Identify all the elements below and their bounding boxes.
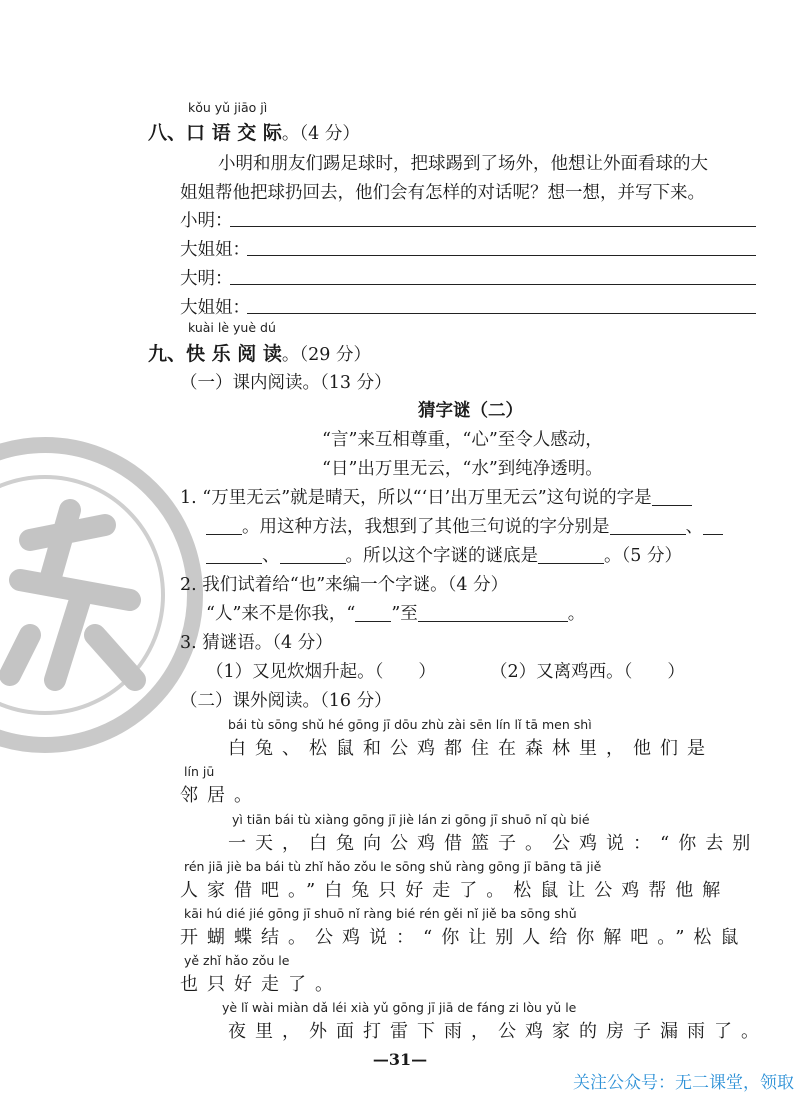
section9-number: 九、 — [148, 343, 187, 365]
q2-line2-text-b: ”至 — [391, 604, 418, 624]
speaker-label-dajiejie-1: 大姐姐： — [180, 240, 250, 260]
watermark-text: 关注公众号：无二课堂，领取 — [573, 1073, 794, 1093]
q1-blank-1b[interactable] — [206, 517, 242, 536]
q1-line3-text: 。所以这个字谜的谜底是 — [345, 546, 538, 566]
q1-line2-text: 。用这种方法，我想到了其他三句说的字分别是 — [242, 517, 610, 537]
section8-prompt-line1: 小明和朋友们踢足球时，把球踢到了场外，他想让外面看球的大 — [218, 154, 708, 174]
section9-title: 快 乐 阅 读 — [186, 343, 282, 365]
q1-blank-answer[interactable] — [538, 546, 604, 565]
answer-line-3[interactable] — [230, 284, 756, 285]
q1-line3-points: 。（5 分） — [604, 546, 682, 566]
answer-line-2[interactable] — [247, 255, 756, 256]
story-pinyin-4: rén jiā jiè ba bái tù zhǐ hǎo zǒu le sōng shǔ ràng gōng jī bāng tā jiě — [184, 859, 602, 874]
story-line-1: 白兔、松鼠和公鸡都住在森林里，他们是 — [228, 738, 714, 759]
q1-line1-text: 1. “万里无云”就是晴天，所以“‘日’出万里无云”这句说的字是 — [180, 488, 652, 508]
section8-title: 口 语 交 际 — [186, 122, 282, 144]
story-line-6: 也只好走了。 — [180, 974, 342, 995]
answer-line-4[interactable] — [247, 313, 756, 314]
q1-line2-sep: 、 — [685, 517, 703, 537]
riddle-title: 猜字谜（二） — [418, 401, 523, 421]
q1-blank-4[interactable] — [280, 546, 346, 565]
q1-line3 — [206, 542, 682, 567]
story-pinyin-3: yì tiān bái tù xiàng gōng jī jiè lán zi gōng jī shuō nǐ qù bié — [232, 812, 590, 827]
section8-points: 。（4 分） — [281, 124, 360, 144]
q2-line2 — [206, 600, 585, 625]
story-line-7: 夜里，外面打雷下雨，公鸡家的房子漏雨了。 — [228, 1021, 768, 1042]
section9-points: 。（29 分） — [281, 345, 371, 365]
speaker-label-daming: 大明： — [180, 269, 233, 289]
story-pinyin-1: bái tù sōng shǔ hé gōng jī dōu zhù zài sēn lín lǐ tā men shì — [228, 717, 592, 732]
q1-line3-sep: 、 — [262, 546, 280, 566]
section9-heading — [148, 339, 371, 366]
story-line-5: 开蝴蝶结。公鸡说：“你让别人给你解吧。”松鼠 — [180, 927, 748, 948]
q1-blank-2[interactable] — [610, 517, 686, 536]
riddle-line2: “日”出万里无云，“水”到纯净透明。 — [322, 459, 603, 479]
q1-line1 — [180, 484, 692, 509]
speaker-label-xiaoming: 小明： — [180, 211, 233, 231]
section8-heading — [148, 118, 360, 145]
story-pinyin-7: yè lǐ wài miàn dǎ léi xià yǔ gōng jī jiā de fáng zi lòu yǔ le — [222, 1000, 577, 1015]
riddle-line1: “言”来互相尊重，“心”至令人感动， — [322, 430, 603, 450]
section8-number: 八、 — [148, 122, 187, 144]
q1-blank-3a[interactable] — [703, 517, 723, 536]
seal-stamp-icon — [0, 430, 210, 760]
q2-blank-1[interactable] — [355, 604, 391, 623]
section9-pinyin: kuài lè yuè dú — [188, 320, 276, 335]
story-pinyin-5: kāi hú dié jié gōng jī shuō nǐ ràng bié rén gěi nǐ jiě ba sōng shǔ — [184, 906, 577, 921]
story-pinyin-6: yě zhǐ hǎo zǒu le — [184, 953, 290, 968]
story-pinyin-2: lín jū — [184, 764, 215, 779]
q3-option-b: （2）又离鸡西。（ ） — [490, 662, 685, 682]
answer-line-1[interactable] — [230, 226, 756, 227]
story-line-4: 人家借吧。”白兔只好走了。松鼠让公鸡帮他解 — [180, 880, 730, 901]
story-line-3: 一天，白兔向公鸡借篮子。公鸡说：“你去别 — [228, 833, 760, 854]
q3-line1: 3. 猜谜语。（4 分） — [180, 633, 333, 653]
q2-line2-text-c: 。 — [567, 604, 586, 624]
q2-line1: 2. 我们试着给“也”来编一个字谜。（4 分） — [180, 575, 509, 595]
q2-blank-2[interactable] — [418, 604, 568, 623]
q1-blank-1a[interactable] — [652, 488, 692, 507]
q1-blank-3b[interactable] — [206, 546, 262, 565]
speaker-label-dajiejie-2: 大姐姐： — [180, 298, 250, 318]
section8-prompt-line2: 姐姐帮他把球扔回去，他们会有怎样的对话呢？想一想，并写下来。 — [180, 183, 705, 203]
page-number: —31— — [372, 1050, 428, 1069]
section8-pinyin: kǒu yǔ jiāo jì — [188, 100, 268, 115]
part1-label: （一）课内阅读。（13 分） — [180, 373, 392, 393]
q2-line2-text-a: “人”来不是你我，“ — [206, 604, 356, 624]
part2-label: （二）课外阅读。（16 分） — [180, 691, 392, 711]
story-line-2: 邻居。 — [180, 785, 261, 806]
q3-option-a: （1）又见炊烟升起。（ ） — [206, 662, 436, 682]
q1-line2 — [206, 513, 723, 538]
